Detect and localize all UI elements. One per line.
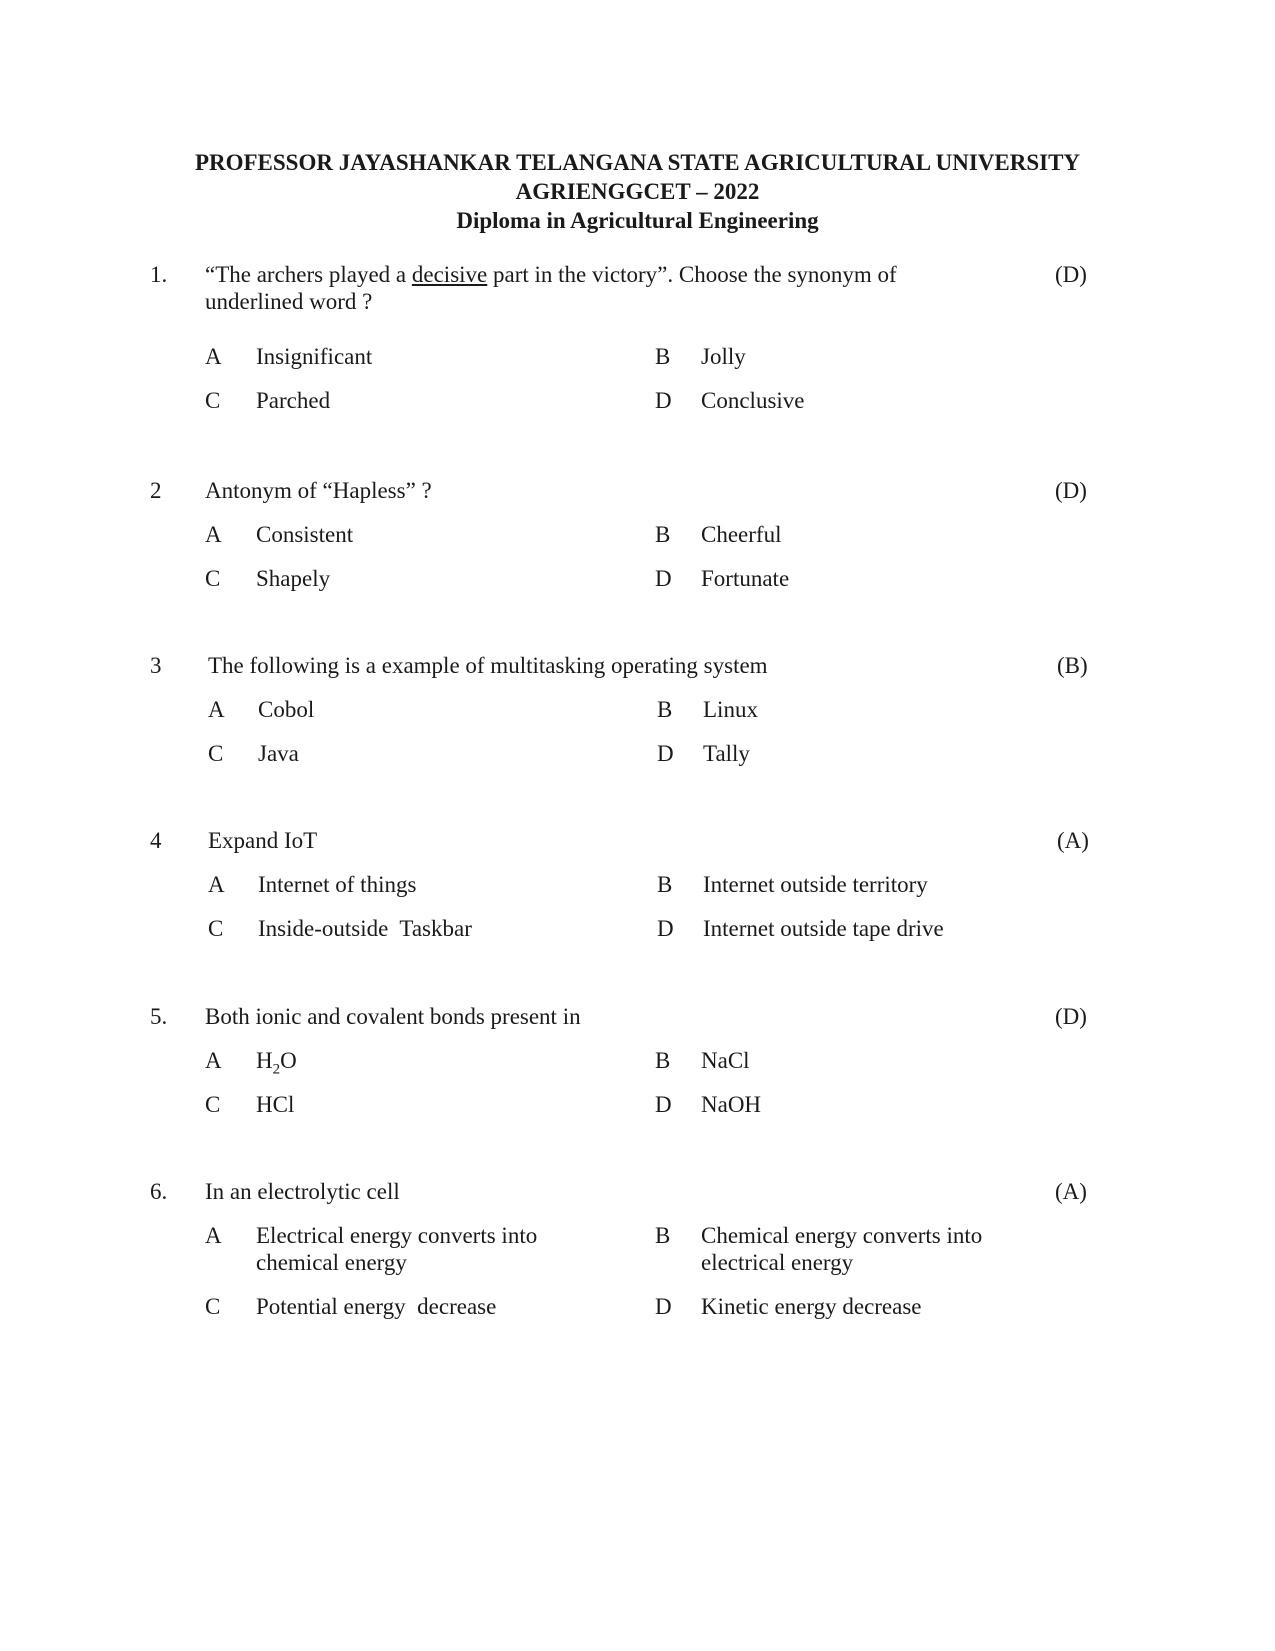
option-text: NaCl	[701, 1048, 750, 1073]
option-text: Internet outside territory	[703, 872, 928, 897]
option-text: Insignificant	[256, 344, 373, 369]
option-letter: A	[205, 1048, 222, 1073]
option-letter: B	[657, 697, 673, 722]
option-letter: C	[208, 916, 224, 941]
option-letter: A	[205, 1223, 222, 1248]
question-number: 6.	[150, 1179, 168, 1204]
option-letter: C	[205, 388, 221, 413]
option-text: Tally	[703, 741, 750, 766]
option-letter: B	[657, 872, 673, 897]
option-letter: C	[205, 566, 221, 591]
question-1	[0, 261, 1275, 411]
option-text: Java	[258, 741, 299, 766]
option-text: Electrical energy converts into chemical energy	[256, 1223, 538, 1275]
question-text: Expand IoT	[208, 828, 318, 853]
option-letter: D	[657, 916, 674, 941]
option-text: Consistent	[256, 522, 354, 547]
option-text: Linux	[703, 697, 758, 722]
option-text: Inside-outside Taskbar	[258, 916, 472, 941]
option-letter: A	[208, 697, 225, 722]
answer-key: (D)	[1055, 478, 1087, 503]
option-letter: D	[657, 741, 674, 766]
option-text: $H_2O$	[256, 1048, 297, 1078]
answer-key: (A)	[1057, 828, 1089, 853]
option-letter: B	[655, 1223, 671, 1248]
option-text: Potential energy decrease	[256, 1294, 497, 1319]
option-letter: D	[655, 1294, 672, 1319]
option-text: Internet of things	[258, 872, 417, 897]
university-name: PROFESSOR JAYASHANKAR TELANGANA STATE AGRICULTURAL UNIVERSITY	[194, 150, 1081, 175]
question-text: Both ionic and covalent bonds present in	[205, 1004, 581, 1029]
option-letter: D	[655, 566, 672, 591]
option-text: Jolly	[701, 344, 746, 369]
option-text: Fortunate	[701, 566, 790, 591]
option-letter: A	[205, 344, 222, 369]
question-text: The following is a example of multitasking operating system	[208, 653, 768, 678]
option-letter: B	[655, 522, 671, 547]
option-letter: D	[655, 388, 672, 413]
option-letter: A	[208, 872, 225, 897]
question-number: 2	[150, 478, 162, 503]
answer-key: (D)	[1055, 262, 1087, 287]
option-text: Chemical energy converts into electrical energy	[701, 1223, 983, 1275]
option-text: Kinetic energy decrease	[701, 1294, 922, 1319]
option-text: Cheerful	[701, 522, 782, 547]
question-text: In an electrolytic cell	[205, 1179, 400, 1204]
option-text: HCl	[256, 1092, 295, 1117]
question-number: 5.	[150, 1004, 168, 1029]
question-number: 3	[150, 653, 162, 678]
option-letter: B	[655, 1048, 671, 1073]
underlined-word: decisive	[411, 262, 488, 287]
answer-key: (D)	[1055, 1004, 1087, 1029]
question-4	[0, 827, 1275, 941]
exam-name: AGRIENGGCET – 2022	[515, 179, 760, 204]
option-text: Parched	[256, 388, 331, 413]
question-6	[0, 1178, 1275, 1328]
option-text: Internet outside tape drive	[703, 916, 944, 941]
question-text: “The archers played a decisive part in the victory”. Choose the synonym of underlined word ?	[205, 262, 897, 314]
option-letter: D	[655, 1092, 672, 1117]
option-letter: B	[655, 344, 671, 369]
option-letter: A	[205, 522, 222, 547]
course-name: Diploma in Agricultural Engineering	[456, 208, 819, 233]
option-letter: C	[205, 1294, 221, 1319]
option-text: Conclusive	[701, 388, 805, 413]
question-2	[0, 477, 1275, 591]
question-5	[0, 1003, 1275, 1117]
question-number: 1.	[150, 262, 168, 287]
question-text: Antonym of “Hapless” ?	[205, 478, 432, 503]
option-text: Cobol	[258, 697, 315, 722]
answer-key: (A)	[1055, 1179, 1087, 1204]
question-number: 4	[150, 828, 162, 853]
page-header	[0, 148, 1275, 235]
question-3	[0, 652, 1275, 766]
option-letter: C	[208, 741, 224, 766]
option-text: NaOH	[701, 1092, 762, 1117]
option-letter: C	[205, 1092, 221, 1117]
subscript: 2	[272, 1061, 281, 1078]
option-text: Shapely	[256, 566, 331, 591]
answer-key: (B)	[1057, 653, 1088, 678]
